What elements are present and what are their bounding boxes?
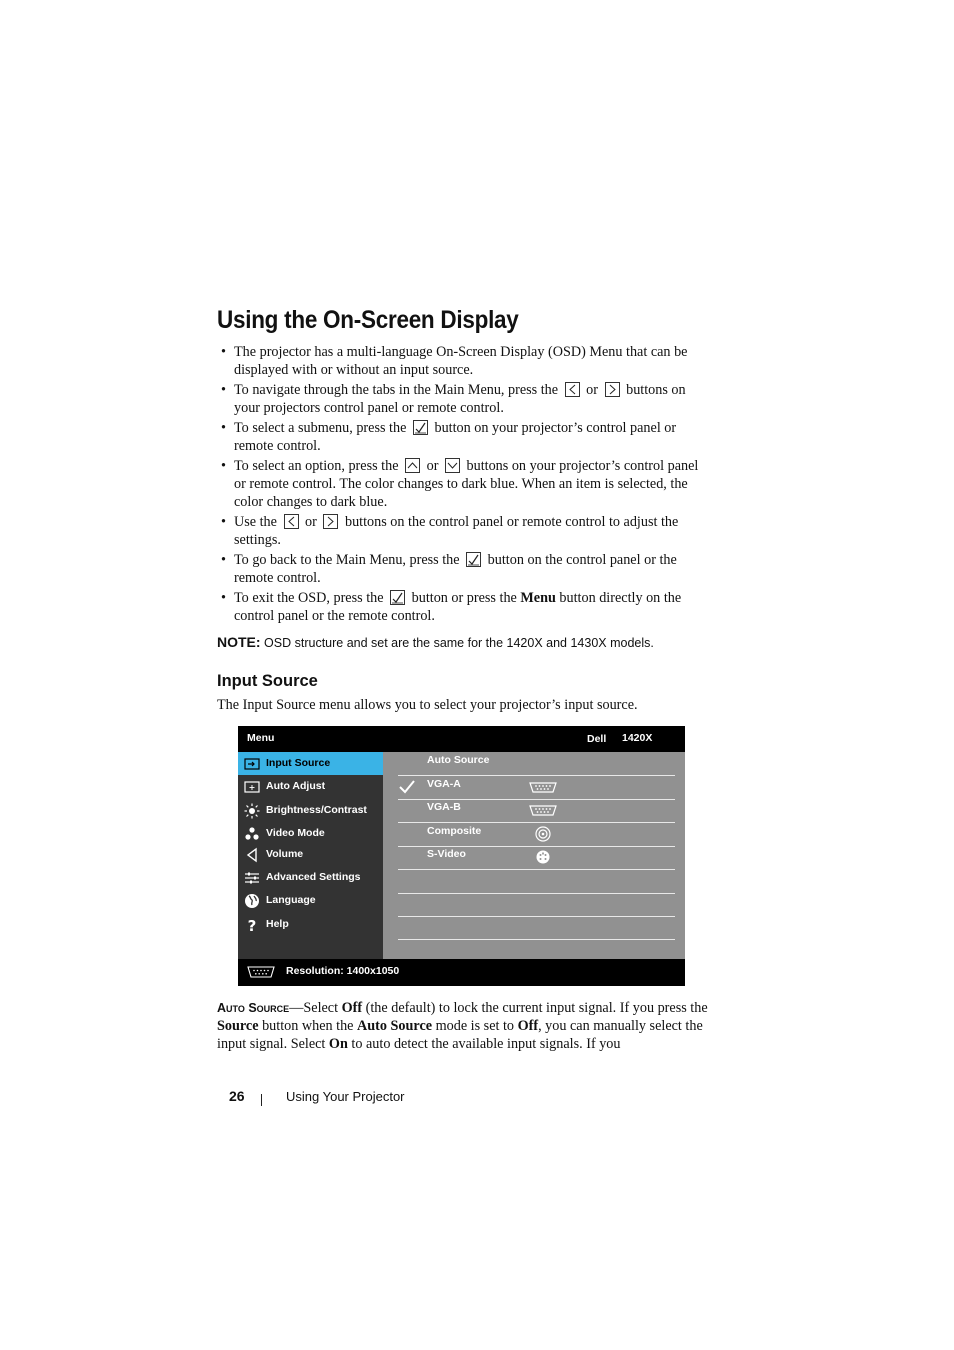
brightness-icon (244, 803, 260, 819)
option-vga-b[interactable]: VGA-B (398, 799, 675, 823)
input-source-icon (244, 756, 260, 772)
sidebar-item-input-source[interactable]: Input Source (238, 752, 383, 775)
list-item: • To select a submenu, press the button on your projector’s control panel or remote control. (217, 420, 707, 456)
sidebar-item-brightness-contrast[interactable]: Brightness/Contrast (238, 799, 383, 822)
osd-menu-label: Menu (247, 732, 275, 744)
option-composite[interactable]: Composite (398, 823, 675, 847)
list-item: • To navigate through the tabs in the Main Menu, press the or buttons on your projectors control panel or remote control. (217, 382, 707, 418)
osd-sidebar (238, 752, 383, 959)
composite-connector-icon (528, 826, 558, 842)
enter-button-icon (466, 552, 481, 567)
section-title: Input Source (217, 672, 318, 690)
osd-status-bar (238, 959, 685, 986)
note-text: OSD structure and set are the same for the 1420X and 1430X models. (264, 636, 654, 650)
sidebar-item-advanced-settings[interactable]: Advanced Settings (238, 866, 383, 889)
note (217, 634, 654, 650)
sidebar-item-auto-adjust[interactable]: + Auto Adjust (238, 775, 383, 798)
globe-icon (244, 893, 260, 909)
video-mode-icon (244, 826, 260, 842)
list-item: • Use the or buttons on the control panel or remote control to adjust the settings. (217, 514, 707, 550)
right-arrow-button-icon (323, 514, 338, 529)
vga-connector-icon (528, 779, 558, 795)
right-arrow-button-icon (605, 382, 620, 397)
enter-button-icon (413, 420, 428, 435)
up-arrow-button-icon (405, 458, 420, 473)
page-title: Using the On-Screen Display (217, 306, 519, 334)
check-icon (398, 779, 416, 795)
svg-text:+: + (248, 783, 256, 792)
sidebar-item-help[interactable]: ? Help (238, 913, 383, 936)
list-item: • To exit the OSD, press the button or press the Menu button directly on the control panel or the remote control. (217, 590, 707, 626)
instruction-list (217, 344, 707, 628)
advanced-settings-icon (244, 870, 260, 886)
left-arrow-button-icon (284, 514, 299, 529)
list-item: • To go back to the Main Menu, press the button on the control panel or the remote control. (217, 552, 707, 588)
sidebar-item-video-mode[interactable]: Video Mode (238, 822, 383, 845)
osd-header (238, 726, 685, 752)
option-vga-a[interactable]: VGA-A (398, 776, 675, 800)
auto-source-paragraph: Auto Source—Select Off (the default) to lock the current input signal. If you press the Source button when the Auto Source mode is set to Off, you can manually select the input signal. Select On to auto detect the available input signals. If you (217, 1000, 708, 1052)
osd-options-panel (383, 752, 685, 959)
chapter-title: Using Your Projector (286, 1089, 405, 1104)
osd-menu-screenshot (238, 726, 685, 986)
svg-text:?: ? (247, 917, 257, 933)
option-s-video[interactable]: S-Video (398, 846, 675, 870)
footer-divider (261, 1094, 262, 1106)
option-auto-source[interactable]: Auto Source (398, 752, 675, 776)
volume-icon (244, 847, 260, 863)
vga-connector-icon (528, 802, 558, 818)
sidebar-item-volume[interactable]: Volume (238, 843, 383, 866)
note-label: NOTE: (217, 634, 261, 650)
vga-connector-icon (247, 965, 275, 979)
intro-text: The Input Source menu allows you to select your projector’s input source. (217, 697, 638, 713)
osd-model: 1420X (622, 732, 653, 744)
osd-brand: Dell (587, 733, 607, 745)
resolution-readout: Resolution: 1400x1050 (286, 965, 400, 977)
option-empty (398, 893, 675, 917)
svideo-connector-icon (528, 849, 558, 865)
help-icon (244, 917, 260, 933)
sidebar-item-language[interactable]: Language (238, 889, 383, 912)
list-item: • To select an option, press the or buttons on your projector’s control panel or remote control. The color changes to dark blue. When an item is selected, the color changes to dark blue. (217, 458, 707, 511)
list-item: • The projector has a multi-language On-Screen Display (OSD) Menu that can be displayed with or without an input source. (217, 344, 707, 380)
left-arrow-button-icon (565, 382, 580, 397)
option-empty (398, 870, 675, 894)
enter-button-icon (390, 590, 405, 605)
auto-adjust-icon (244, 779, 260, 795)
down-arrow-button-icon (445, 458, 460, 473)
page-number: 26 (229, 1088, 245, 1104)
option-empty (398, 916, 675, 940)
